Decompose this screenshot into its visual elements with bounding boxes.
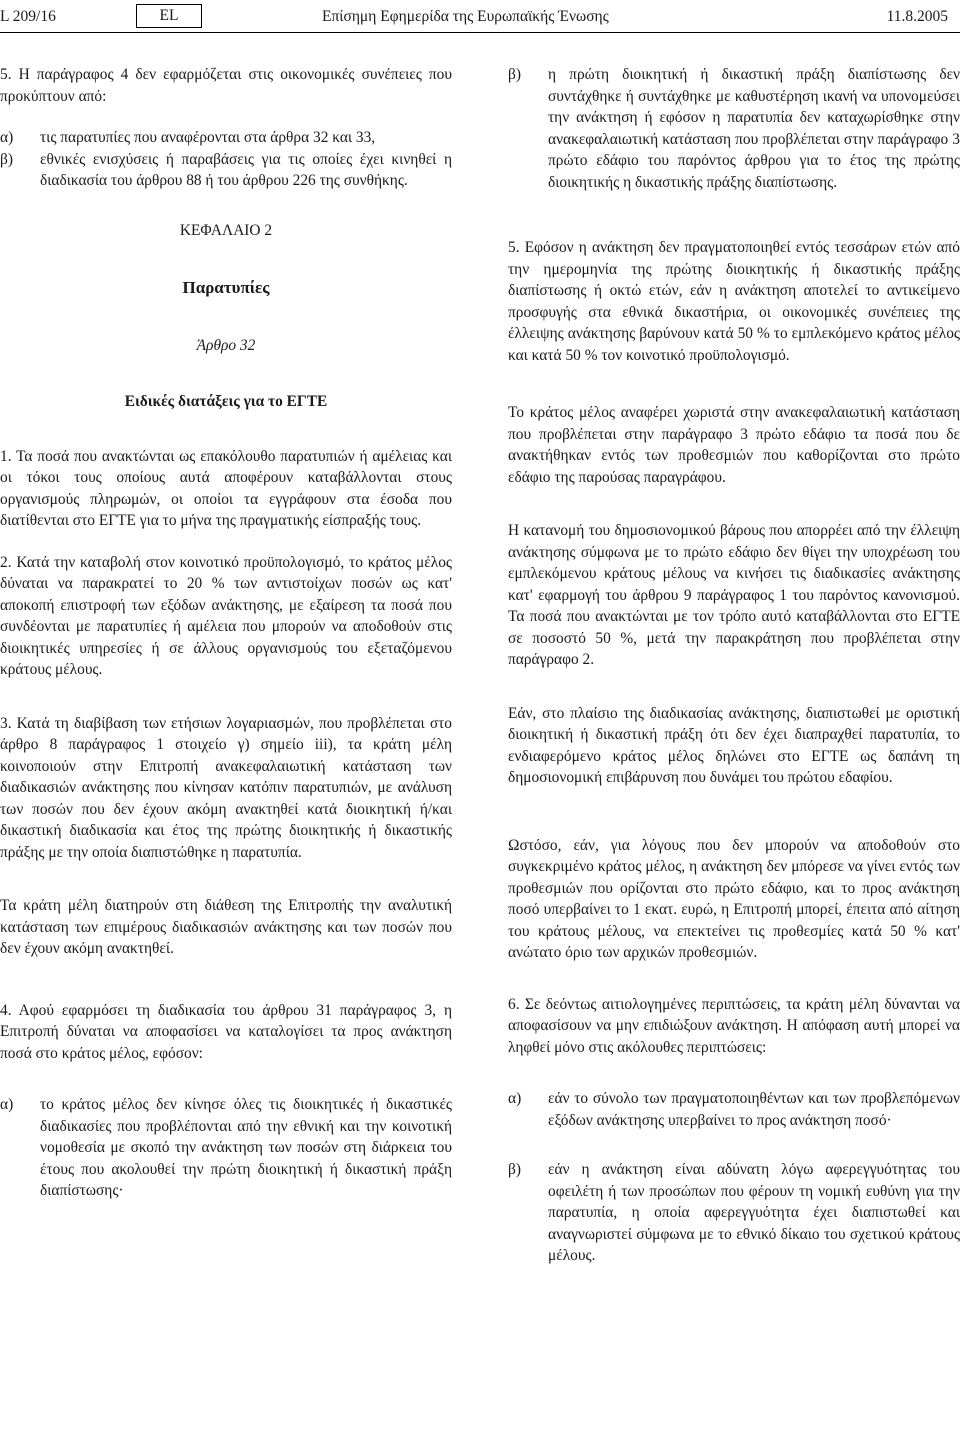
- publication-date: 11.8.2005: [886, 8, 948, 25]
- item-text: τις παρατυπίες που αναφέρονται στα άρθρα 32 και 33,: [40, 129, 376, 146]
- item-label: α): [0, 1096, 14, 1113]
- chapter-title: Παρατυπίες: [182, 278, 270, 297]
- paragraph-5-fourth: Εάν, στο πλαίσιο της διαδικασίας ανάκτησης, διαπιστωθεί με οριστική διοικητική ή δικαστική πράξη ότι δεν έχει διαπραχθεί παρατυπία, το ενδιαφερόμενο κράτος μέλος δηλώνει στο ΕΓΤΕ ως δαπάνη τη δημοσιονομική επιβάρυνση που δυνάμει του πρώτου εδαφίου.: [508, 704, 960, 786]
- item-label: β): [508, 66, 521, 83]
- item-text: εάν η ανάκτηση είναι αδύνατη λόγω αφερεγγυότητας του οφειλέτη ή των προσώπων που φέρουν τη νομική ευθύνη για την παρατυπία, η οποία αφερεγγυότητα έχει διαπιστωθεί και αναγνωριστεί σύμφωνα με το εθνικό δίκαιο του σχετικού κράτους μέλους.: [548, 1161, 960, 1264]
- article-32-paragraph-4: 4. Αφού εφαρμόσει τη διαδικασία του άρθρου 31 παράγραφος 3, η Επιτροπή δύναται να αποφασίσει να καταλογίσει τα προς ανάκτηση ποσά στο κράτος μέλος, εφόσον:: [0, 1001, 452, 1062]
- list-item: [508, 1159, 960, 1267]
- paragraph-5-second: Το κράτος μέλος αναφέρει χωριστά στην ανακεφαλαιωτική κατάσταση που προβλέπεται στην παράγραφο 3 πρώτο εδάφιο τα ποσά που δε ανακτήθηκαν εντός των προθεσμιών που καθορίζονται στο πρώτο εδάφιο της παρούσας παραγράφου.: [508, 404, 960, 486]
- item-label: β): [0, 150, 13, 168]
- article-32-paragraph-3b: Τα κράτη μέλη διατηρούν στη διάθεση της Επιτροπής την αναλυτική κατάσταση των επιμέρους διαδικασιών ανάκτησης και των ποσών που δεν έχουν ακόμη ανακτηθεί.: [0, 897, 452, 957]
- header-rule: [0, 32, 960, 33]
- paragraph-5: 5. Εφόσον η ανάκτηση δεν πραγματοποιηθεί εντός τεσσάρων ετών από την ημερομηνία της πρώτης διοικητικής ή δικαστικής πράξης διαπίστωσης ή οκτώ ετών, εάν η ανάκτηση αποτελεί το αντικείμενο προσφυγής στα εθνικά δικαστήρια, οι οικονομικές συνέπειες της έλλειψης ανάκτησης βαρύνουν κατά 50 % το εμπλεκόμενο κράτος μέλος και κατά 50 % τον κοινοτικό προϋπολογισμό.: [508, 239, 960, 364]
- language-code-box: EL: [136, 4, 202, 28]
- item-text: εάν το σύνολο των πραγματοποιηθέντων και των προβλεπόμενων εξόδων ανάκτησης υπερβαίνει το προς ανάκτηση ποσό·: [548, 1090, 960, 1129]
- paragraph-5-intro: 5. Η παράγραφος 4 δεν εφαρμόζεται στις οικονομικές συνέπειες που προκύπτουν από:: [0, 66, 452, 105]
- paragraph-5-third: Η κατανομή του δημοσιονομικού βάρους που απορρέει από την έλλειψη ανάκτησης σύμφωνα με το πρώτο εδάφιο δεν θίγει την υποχρέωση του εμπλεκόμενου κράτους μέλους να κινήσει τις διαδικασίες ανάκτησης κατ' εφαρμογή του άρθρου 9 παράγραφος 1 του παρόντος κανονισμού. Τα ποσά που ανακτώνται με τον τρόπο αυτό καταβάλλονται στο ΕΓΤΕ σε ποσοστό 50 %, μετά την παρακράτηση που προβλέπεται στην παράγραφο 2.: [508, 522, 960, 668]
- item-text: εθνικές ενισχύσεις ή παραβάσεις για τις οποίες έχει κινηθεί η διαδικασία του άρθρου 88 ή του άρθρου 226 της συνθήκης.: [40, 150, 452, 189]
- article-heading: Άρθρο 32: [196, 336, 256, 354]
- item-label: α): [0, 129, 14, 146]
- article-32-paragraph-2: 2. Κατά την καταβολή στον κοινοτικό προϋπολογισμό, το κράτος μέλος δύναται να παρακρατεί το 20 % των αντιστοίχων ποσών ως κατ' αποκοπή επιστροφή των εξόδων ανάκτησης, με εξαίρεση τα ποσά που συνδέονται με παρατυπίες ή αμέλεια που μπορούν να αποδοθούν στις διοικητικές υπηρεσίες ή σε άλλους οργανισμούς του εξεταζόμενου κράτους μέλους.: [0, 553, 452, 678]
- page-reference: L 209/16: [0, 8, 56, 25]
- list-item: [0, 149, 452, 192]
- item-label: α): [508, 1090, 522, 1107]
- article-32-paragraph-3: 3. Κατά τη διαβίβαση των ετήσιων λογαριασμών, που προβλέπεται στο άρθρο 8 παράγραφος 1 στοιχείο γ) σημείο iii), τα κράτη μέλη κοινοποιούν στην Επιτροπή ανακεφαλαιωτική κατάσταση των διαδικασιών ανάκτησης που κίνησαν κατόπιν παρατυπιών, με ανάλυση των ποσών που δεν έχουν ακόμη ανακτηθεί κατά διοικητική ή/και δικαστική διαδικασία και έτος της πρώτης διοικητικής ή δικαστικής πράξης με την οποία διαπιστώθηκε η παρατυπία.: [0, 714, 452, 861]
- article-32-paragraph-1: 1. Τα ποσά που ανακτώνται ως επακόλουθο παρατυπιών ή αμέλειας και οι τόκοι τους οποίους αυτά αποφέρουν καταβάλλονται στους οργανισμούς πληρωμών, οι οποίοι τα εγγράφουν στα έσοδα που διατίθενται στο ΕΓΤΕ για το μήνα της πραγματικής είσπραξής τους.: [0, 447, 452, 529]
- item-text: το κράτος μέλος δεν κίνησε όλες τις διοικητικές ή δικαστικές διαδικασίες που προβλέπονται από την εθνική και την κοινοτική νομοθεσία με σκοπό την ανάκτηση των ποσών στη διάρκεια του έτους που ακολουθεί την πρώτη διοικητική ή δικαστική πράξη διαπίστωσης·: [40, 1096, 452, 1199]
- chapter-heading: ΚΕΦΑΛΑΙΟ 2: [179, 221, 273, 239]
- right-column: [508, 64, 960, 1267]
- left-column: [0, 64, 452, 1202]
- list-item: [508, 64, 960, 193]
- page-header: [0, 4, 960, 30]
- list-item: [508, 1088, 960, 1131]
- list-item: [0, 1094, 452, 1202]
- item-text: η πρώτη διοικητική ή δικαστική πράξη διαπίστωσης δεν συντάχθηκε ή συντάχθηκε με καθυστέρηση ικανή να υπονομεύσει την ανάκτηση ή εφόσον η παρατυπία δεν καταχωρίσθηκε στην ανακεφαλαιωτική κατάσταση που προβλέπεται στην παράγραφο 3 πρώτο εδάφιο του παρόντος άρθρου για το έτος της πρώτης διοικητικής η δικαστικής πράξης διαπίστωσης.: [548, 66, 960, 191]
- list-item: [0, 127, 452, 149]
- paragraph-5-fifth: Ωστόσο, εάν, για λόγους που δεν μπορούν να αποδοθούν στο συγκεκριμένο κράτος μέλος, η ανάκτηση δεν μπόρεσε να γίνει εντός των προθεσμιών που ορίζονται στο πρώτο εδάφιο, και το προς ανάκτηση ποσό υπερβαίνει το 1 εκατ. ευρώ, η Επιτροπή μπορεί, έπειτα από αίτηση του κράτους μέλους, να επεκτείνει τις προθεσμίες κατά 50 % κατ' ανώτατο όριο των αρχικών προθεσμιών.: [508, 836, 960, 961]
- journal-title: Επίσημη Εφημερίδα της Ευρωπαϊκής Ένωσης: [322, 8, 609, 25]
- paragraph-6: 6. Σε δεόντως αιτιολογημένες περιπτώσεις, τα κράτη μέλη δύνανται να αποφασίσουν να μην επιδιώξουν ανάκτηση. Η απόφαση αυτή μπορεί να ληφθεί μόνο στις ακόλουθες περιπτώσεις:: [508, 995, 960, 1056]
- article-title: Ειδικές διατάξεις για το ΕΓΤΕ: [124, 393, 328, 410]
- item-label: β): [508, 1161, 521, 1178]
